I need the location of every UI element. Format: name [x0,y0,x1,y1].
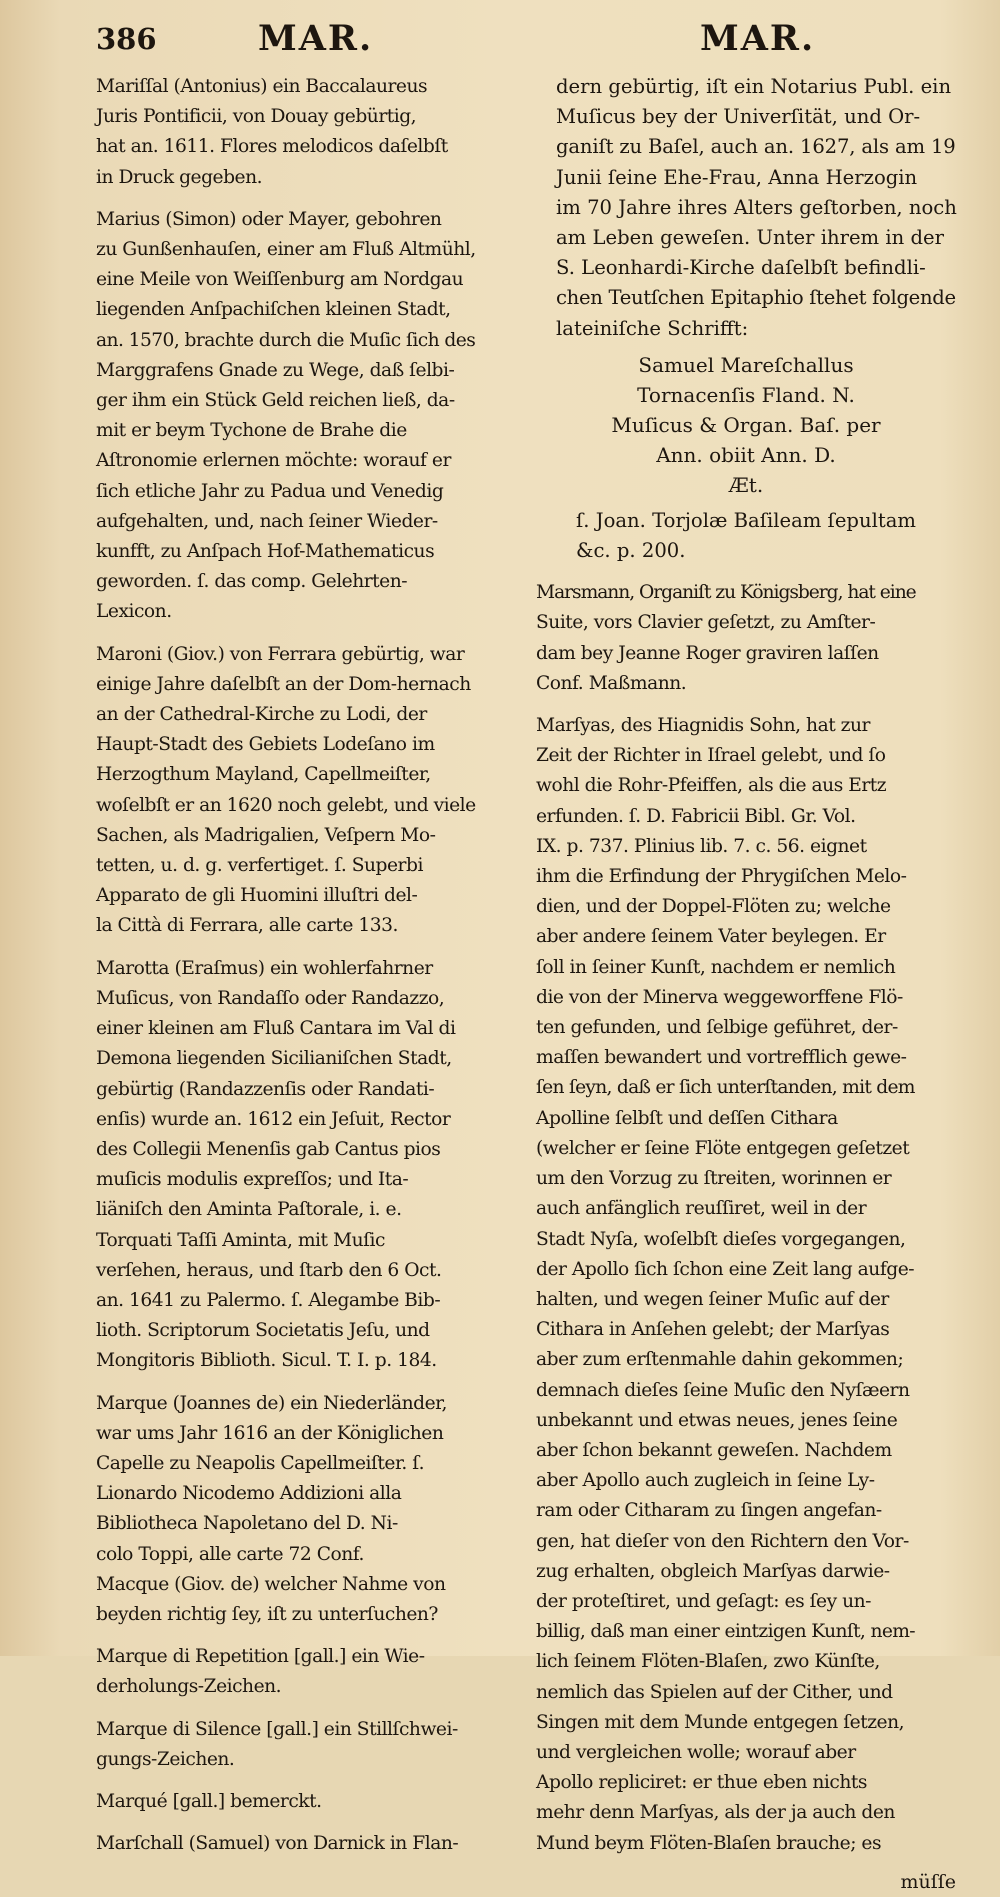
text-line: Marius (Simon) oder Mayer, gebohren [96,208,442,230]
text-line: Muſicus bey der Univerſität, und Or- [556,105,921,129]
text-line: Marque (Joannes de) ein Niederländer, [96,1392,447,1414]
text-line: derholungs-Zeichen. [96,1676,282,1698]
text-line: lateiniſche Schrifft: [556,316,749,340]
text-line: auch anfänglich reuſſiret, weil in der [536,1198,867,1220]
text-line: maſſen bewandert und vortrefflich gewe- [536,1047,907,1069]
text-line: Bibliotheca Napoletano del D. Ni- [96,1513,398,1535]
text-line: Cithara in Anſehen gelebt; der Marſyas [536,1319,890,1341]
epitaph-reference [536,506,956,566]
text-line: Mund beym Flöten-Blaſen brauche; es [536,1832,882,1854]
text-line: Mongitoris Biblioth. Sicul. T. I. p. 184. [96,1350,437,1372]
text-line: mit er beym Tychone de Brahe die [96,420,407,442]
text-line: Capelle zu Neapolis Capellmeiſter. ſ. [96,1452,425,1474]
text-line: Haupt-Stadt des Gebiets Lodeſano im [96,734,435,756]
text-line: des Collegii Menenſis gab Cantus pios [96,1138,441,1160]
text-line: gebürtig (Randazzenſis oder Randati- [96,1078,435,1100]
text-line: an. 1641 zu Palermo. ſ. Alegambe Bib- [96,1289,441,1311]
right-entries [536,578,956,1859]
text-line: wohl die Rohr-Pfeiffen, als die aus Ertz [536,775,887,797]
dictionary-entry [96,1829,516,1859]
text-line: Ann. obiit Ann. D. [656,442,836,467]
dictionary-entry [96,72,516,193]
text-line: einer kleinen am Fluß Cantara im Val di [96,1018,456,1040]
text-line: an. 1570, brachte durch die Muſic ſich des [96,329,476,351]
text-line: ſen ſeyn, daß er ſich unterſtanden, mit dem [536,1077,915,1099]
text-line: muſicis modulis expreſſos; und Ita- [96,1169,409,1191]
dictionary-entry [96,1389,516,1631]
dictionary-entry [96,1787,516,1817]
text-line: Lionardo Nicodemo Addizioni alla [96,1483,402,1505]
text-line: Æt. [728,472,764,497]
text-line: eine Meile von Weiſſenburg am Nordgau [96,269,464,291]
text-line: Zeit der Richter in Iſrael gelebt, und ſo [536,745,886,767]
text-line: Demona liegenden Sicilianiſchen Stadt, [96,1048,452,1070]
text-line: geworden. ſ. das comp. Gelehrten- [96,571,408,593]
text-line: Apolline ſelbſt und deſſen Cithara [536,1107,838,1129]
text-line: zu Gunßenhauſen, einer am Fluß Altmühl, [96,239,476,261]
text-line: Samuel Mareſchallus [638,352,854,377]
text-line: ger ihm ein Stück Geld reichen ließ, da- [96,390,455,412]
text-line: aber zum erſtenmahle dahin gekommen; [536,1349,904,1371]
text-line: liegenden Anſpachiſchen kleinen Stadt, [96,299,451,321]
text-line: enſis) wurde an. 1612 ein Jeſuit, Rector [96,1108,451,1130]
text-line: verſehen, heraus, und ſtarb den 6 Oct. [96,1259,442,1281]
text-line: Marsmann, Organiſt zu Königsberg, hat eine [536,582,916,604]
text-line: der proteſtiret, und geſagt: es ſey un- [536,1590,871,1612]
text-line: ram oder Citharam zu ſingen angefan- [536,1500,882,1522]
text-line: IX. p. 737. Plinius lib. 7. c. 56. eignet [536,835,867,857]
text-line: am Leben geweſen. Unter ihrem in der [556,226,944,250]
text-line: tetten, u. d. g. verfertiget. ſ. Superbi [96,855,423,877]
text-line: der Apollo ſich ſchon eine Zeit lang aufge- [536,1258,915,1280]
text-line: gen, hat dieſer von den Richtern den Vor- [536,1530,909,1552]
text-line: und vergleichen wolle; worauf aber [536,1741,856,1763]
running-head-left: MAR. [258,18,374,59]
text-line: ſich etliche Jahr zu Padua und Venedig [96,480,444,502]
text-line: (welcher er ſeine Flöte entgegen geſetzet [536,1137,910,1159]
text-line: mehr denn Marſyas, als der ja auch den [536,1802,895,1824]
text-line: dern gebürtig, iſt ein Notarius Publ. ein [556,75,952,98]
text-line: Sachen, als Madrigalien, Veſpern Mo- [96,824,436,846]
text-line: aber ſchon bekannt geweſen. Nachdem [536,1439,892,1461]
text-line: Marque di Repetition [gall.] ein Wie- [96,1646,425,1668]
text-line: Apparato de gli Huomini illuſtri del- [96,885,418,907]
page-number: 386 [96,22,157,56]
text-line: beyden richtig ſey, iſt zu unterſuchen? [96,1603,438,1625]
text-line: unbekannt und etwas neues, jenes ſeine [536,1409,898,1431]
text-line: billig, daß man einer eintzigen Kunſt, nem- [536,1621,915,1643]
text-line: Tornacenſis Fland. N. [637,382,855,407]
text-line: erfunden. ſ. D. Fabricii Bibl. Gr. Vol. [536,805,856,827]
text-line: Marſchall (Samuel) von Darnick in Flan- [96,1833,459,1855]
left-column [96,72,516,1871]
dictionary-entry [96,1715,516,1775]
dictionary-entry [96,1642,516,1702]
text-line: Singen mit dem Munde entgegen ſetzen, [536,1711,905,1733]
text-line: Marggrafens Gnade zu Wege, daß ſelbi- [96,359,455,381]
text-line: hat an. 1611. Flores melodicos daſelbſt [96,136,448,158]
text-line: Macque (Giov. de) welcher Nahme von [96,1573,446,1595]
text-line: liäniſch den Aminta Paſtorale, i. e. [96,1199,402,1221]
text-line: lich ſeinem Flöten-Blaſen, zwo Künſte, [536,1651,880,1673]
text-line: kunfft, zu Anſpach Hof-Mathematicus [96,541,435,563]
text-line: die von der Minerva weggeworffene Flö- [536,986,903,1008]
text-line: Marſyas, des Hiagnidis Sohn, hat zur [536,715,870,737]
text-line: Stadt Nyſa, woſelbſt dieſes vorgegangen, [536,1228,906,1250]
text-line: woſelbſt er an 1620 noch gelebt, und viele [96,794,476,816]
text-line: an der Cathedral-Kirche zu Lodi, der [96,704,427,726]
text-line: nemlich das Spielen auf der Cither, und [536,1681,893,1703]
text-line: dam bey Jeanne Roger graviren laſſen [536,642,879,664]
text-line: einige Jahre daſelbſt an der Dom-hernach [96,673,471,695]
dictionary-entry [536,578,956,699]
text-line: im 70 Jahre ihres Alters geſtorben, noch [556,195,957,219]
text-line: um den Vorzug zu ſtreiten, worinnen er [536,1168,892,1190]
epitaph-inscription [536,350,956,500]
text-line: Apollo repliciret: er thue eben nichts [536,1772,867,1794]
dictionary-entry [536,711,956,1859]
running-head-right: MAR. [700,18,816,59]
text-line: Juris Pontificii, von Douay gebürtig, [96,106,417,128]
text-line: zug erhalten, obgleich Marſyas darwie- [536,1560,890,1582]
text-line: in Druck gegeben. [96,166,263,188]
text-line: ten gefunden, und ſelbige geführet, der- [536,1017,898,1039]
text-line: aber Apollo auch zugleich in ſeine Ly- [536,1470,875,1492]
text-line: Conf. Maßmann. [536,672,687,694]
text-line: aufgehalten, und, nach ſeiner Wieder- [96,510,438,532]
text-line: Muſicus & Organ. Baſ. per [611,412,881,437]
text-line: lioth. Scriptorum Societatis Jeſu, und [96,1320,430,1342]
text-line: Suite, vors Clavier geſetzt, zu Amſter- [536,612,876,634]
text-line: ſoll in ſeiner Kunſt, nachdem er nemlich [536,956,896,978]
text-line: Lexicon. [96,601,172,623]
text-line: chen Teutſchen Epitaphio ſtehet folgende [556,286,956,310]
text-line: gungs-Zeichen. [96,1748,235,1770]
text-line: aber andere ſeinem Vater beylegen. Er [536,926,886,948]
text-line: Mariſſal (Antonius) ein Baccalaureus [96,76,428,97]
text-line: la Città di Ferrara, alle carte 133. [96,915,398,937]
right-column [536,72,956,1897]
text-line: ſ. Joan. Torjolæ Baſileam ſepultam [576,508,916,532]
text-line: &c. p. 200. [576,539,686,563]
continuation-entry [536,72,956,344]
text-line: S. Leonhardi-Kirche daſelbſt befindli- [556,256,926,280]
text-line: Marqué [gall.] bemerckt. [96,1790,322,1812]
text-line: dien, und der Doppel-Flöten zu; welche [536,896,891,918]
catchword: müſſe [900,1870,956,1893]
dictionary-entry [96,205,516,628]
text-line: Torquati Taſſi Aminta, mit Muſic [96,1229,385,1251]
dictionary-entry [96,954,516,1377]
dictionary-entry [96,640,516,942]
text-line: Marque di Silence [gall.] ein Stillſchwei- [96,1718,458,1740]
text-line: Maroni (Giov.) von Ferrara gebürtig, war [96,643,465,665]
text-line: colo Toppi, alle carte 72 Conf. [96,1543,364,1565]
text-line: ihm die Erfindung der Phrygiſchen Melo- [536,866,907,888]
text-line: war ums Jahr 1616 an der Königlichen [96,1422,444,1444]
text-line: halten, und wegen ſeiner Muſic auf der [536,1288,889,1310]
text-line: Marotta (Eraſmus) ein wohlerfahrner [96,957,433,979]
text-line: Junii ſeine Ehe-Frau, Anna Herzogin [556,165,918,189]
text-line: ganiſt zu Baſel, auch an. 1627, als am 19 [556,135,956,159]
text-line: Muſicus, von Randaſſo oder Randazzo, [96,987,445,1009]
text-line: Aſtronomie erlernen möchte: worauf er [96,450,451,472]
text-line: demnach dieſes ſeine Muſic den Nyſæern [536,1379,910,1401]
text-line: Herzogthum Mayland, Capellmeiſter, [96,764,431,786]
